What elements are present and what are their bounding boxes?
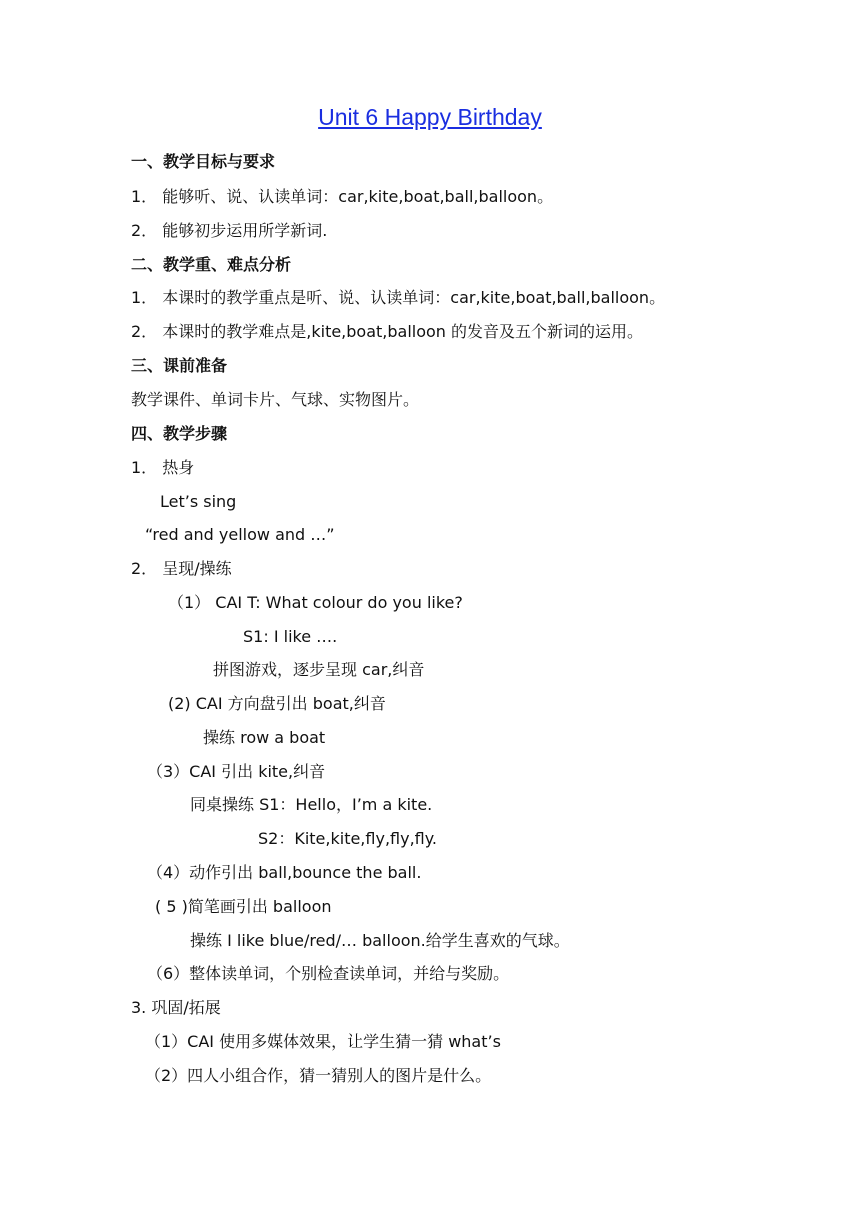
text-line: （2）四人小组合作，猜一猜别人的图片是什么。 bbox=[145, 1066, 492, 1085]
text-line: （1）CAI 使用多媒体效果，让学生猜一猜 what’s bbox=[145, 1032, 501, 1051]
text-line: S2：Kite,kite,fly,fly,fly. bbox=[258, 829, 438, 848]
text-line: “red and yellow and …” bbox=[145, 525, 335, 544]
text-line: （1） CAI T: What colour do you like? bbox=[168, 593, 463, 612]
text-line: 同桌操练 S1：Hello，I’m a kite. bbox=[190, 795, 433, 814]
section-heading: 四、教学步骤 bbox=[131, 424, 228, 443]
text-line: 1． 热身 bbox=[131, 458, 195, 477]
text-line: （3）CAI 引出 kite,纠音 bbox=[147, 762, 326, 781]
text-line: （6）整体读单词，个别检查读单词，并给与奖励。 bbox=[147, 964, 510, 983]
text-line: 2． 呈现/操练 bbox=[131, 559, 232, 578]
section-heading: 三、课前准备 bbox=[131, 356, 228, 375]
text-line: 2． 本课时的教学难点是,kite,boat,balloon 的发音及五个新词的运用。 bbox=[131, 322, 644, 341]
text-line: 1． 能够听、说、认读单词：car,kite,boat,ball,balloon。 bbox=[131, 187, 554, 206]
text-line: 操练 I like blue/red/… balloon.给学生喜欢的气球。 bbox=[190, 931, 570, 950]
text-line: 2． 能够初步运用所学新词. bbox=[131, 221, 328, 240]
document-title[interactable]: Unit 6 Happy Birthday bbox=[318, 104, 542, 130]
text-line: Let’s sing bbox=[160, 492, 237, 511]
text-line: ( 5 )简笔画引出 balloon bbox=[155, 897, 332, 916]
text-line: 1． 本课时的教学重点是听、说、认读单词：car,kite,boat,ball,balloon。 bbox=[131, 288, 666, 307]
text-line: 3. 巩固/拓展 bbox=[131, 998, 221, 1017]
text-line: S1: I like …. bbox=[243, 627, 338, 646]
text-line: 拼图游戏，逐步呈现 car,纠音 bbox=[213, 660, 425, 679]
section-heading: 二、教学重、难点分析 bbox=[131, 255, 292, 274]
section-heading: 一、教学目标与要求 bbox=[131, 152, 276, 171]
text-line: （4）动作引出 ball,bounce the ball. bbox=[147, 863, 422, 882]
text-line: 操练 row a boat bbox=[203, 728, 326, 747]
text-line: (2) CAI 方向盘引出 boat,纠音 bbox=[168, 694, 386, 713]
text-line: 教学课件、单词卡片、气球、实物图片。 bbox=[131, 390, 420, 409]
